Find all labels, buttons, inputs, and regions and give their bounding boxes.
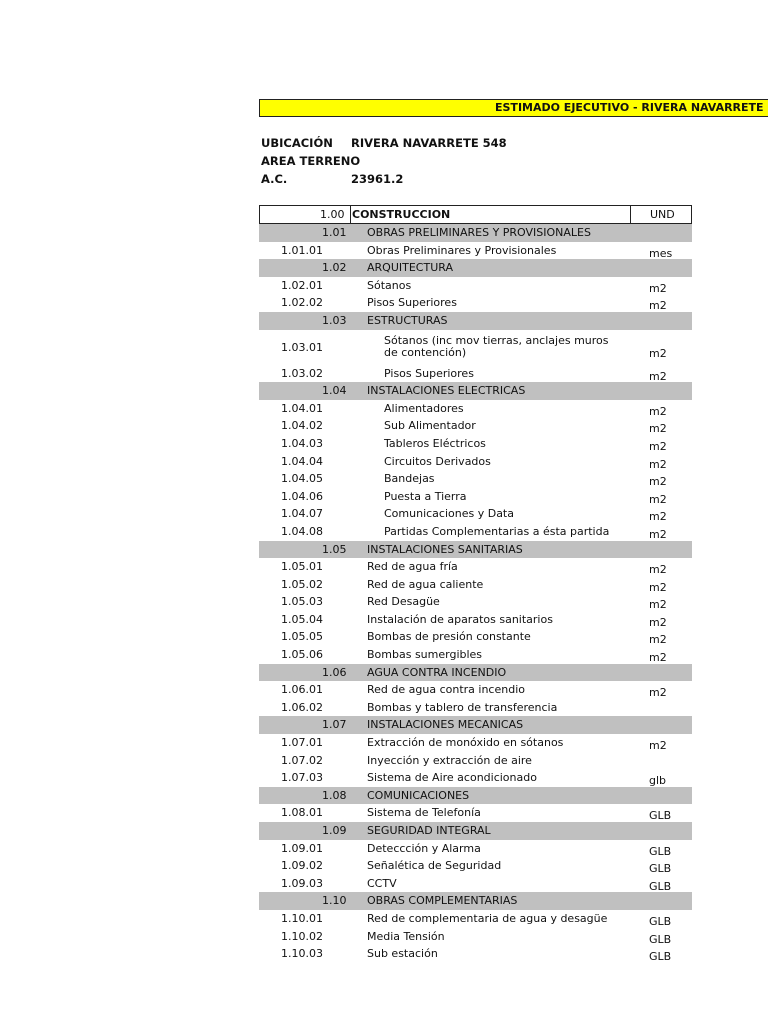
table-row xyxy=(259,699,692,717)
row-unit: m2 xyxy=(649,422,667,436)
row-unit: m2 xyxy=(649,439,667,453)
row-description: SEGURIDAD INTEGRAL xyxy=(367,824,491,837)
row-unit: m2 xyxy=(649,686,667,700)
row-description: Instalación de aparatos sanitarios xyxy=(367,612,553,626)
row-description: Partidas Complementarias a ésta partida xyxy=(384,524,610,538)
row-unit: GLB xyxy=(649,809,672,823)
section-row xyxy=(259,259,692,277)
built-area-label: A.C. xyxy=(261,172,288,186)
row-code: 1.04.07 xyxy=(281,507,323,521)
row-description: Tableros Eléctricos xyxy=(384,436,486,450)
row-unit: m2 xyxy=(649,510,667,524)
table-row xyxy=(259,928,692,946)
row-description: Sub Alimentador xyxy=(384,419,476,433)
table-row xyxy=(259,505,692,523)
row-unit: GLB xyxy=(649,932,672,946)
row-code: 1.04.03 xyxy=(281,436,323,450)
row-code: 1.04 xyxy=(322,384,347,398)
row-description: INSTALACIONES MECANICAS xyxy=(367,718,524,732)
row-description: OBRAS PRELIMINARES Y PROVISIONALES xyxy=(367,226,591,239)
table-row xyxy=(259,558,692,576)
row-code: 1.04.08 xyxy=(281,524,323,538)
row-description: INSTALACIONES ELECTRICAS xyxy=(367,384,526,398)
row-unit: m2 xyxy=(649,527,667,541)
row-code: 1.09 xyxy=(322,824,347,837)
row-description: Obras Preliminares y Provisionales xyxy=(367,243,557,257)
row-code: 1.04.05 xyxy=(281,472,323,486)
table-row xyxy=(259,804,692,822)
section-row xyxy=(259,312,692,330)
row-description: Red de complementaria de agua y desagüe xyxy=(367,911,608,925)
row-description: Bombas de presión constante xyxy=(367,630,531,644)
row-description: ESTRUCTURAS xyxy=(367,313,448,327)
row-code: 1.10.01 xyxy=(281,911,323,925)
table-row xyxy=(259,242,692,260)
row-description: INSTALACIONES SANITARIAS xyxy=(367,542,523,556)
row-code: 1.04.01 xyxy=(281,401,323,415)
row-code: 1.04.02 xyxy=(281,419,323,433)
row-code: 1.06.01 xyxy=(281,683,323,697)
row-code: 1.10.03 xyxy=(281,947,323,961)
row-unit: m2 xyxy=(649,580,667,594)
row-unit: m2 xyxy=(649,633,667,647)
row-code: 1.07.01 xyxy=(281,736,323,750)
row-description: Pisos Superiores xyxy=(367,296,457,310)
location-value: RIVERA NAVARRETE 548 xyxy=(351,136,507,150)
row-code: 1.03 xyxy=(322,313,347,327)
table-row xyxy=(259,576,692,594)
table-row xyxy=(259,593,692,611)
row-description: ARQUITECTURA xyxy=(367,261,453,275)
row-unit: GLB xyxy=(649,862,672,876)
header-code: 1.00 xyxy=(320,208,345,221)
section-row xyxy=(259,664,692,682)
row-unit: m2 xyxy=(649,739,667,753)
row-unit: m2 xyxy=(649,651,667,665)
table-row xyxy=(259,277,692,295)
row-description: Bombas sumergibles xyxy=(367,648,483,662)
row-description: Media Tensión xyxy=(367,929,445,943)
row-unit: m2 xyxy=(649,598,667,612)
section-row xyxy=(259,822,692,840)
table-row xyxy=(259,330,692,365)
row-code: 1.07.02 xyxy=(281,753,323,767)
row-description: Red de agua fría xyxy=(367,560,458,574)
row-code: 1.05.02 xyxy=(281,577,323,591)
table-row xyxy=(259,646,692,664)
row-description: Puesta a Tierra xyxy=(384,489,467,503)
table-row xyxy=(259,417,692,435)
row-unit: GLB xyxy=(649,879,672,893)
row-code: 1.10 xyxy=(322,894,347,908)
row-description: AGUA CONTRA INCENDIO xyxy=(367,665,507,679)
table-row xyxy=(259,365,692,383)
row-code: 1.07 xyxy=(322,718,347,732)
row-code: 1.05.06 xyxy=(281,648,323,662)
table-row xyxy=(259,681,692,699)
row-code: 1.08.01 xyxy=(281,806,323,820)
row-code: 1.09.02 xyxy=(281,859,323,873)
row-description: OBRAS COMPLEMENTARIAS xyxy=(367,894,518,908)
table-row xyxy=(259,628,692,646)
row-description: Sótanos (inc mov tierras, anclajes muros de contención) xyxy=(384,333,609,359)
row-unit: m2 xyxy=(649,615,667,629)
header-unit: UND xyxy=(650,208,675,221)
row-code: 1.05.04 xyxy=(281,612,323,626)
table-row xyxy=(259,910,692,928)
row-description: Sistema de Telefonía xyxy=(367,806,481,820)
section-row xyxy=(259,716,692,734)
row-code: 1.08 xyxy=(322,788,347,802)
row-code: 1.02.01 xyxy=(281,278,323,292)
budget-table-body xyxy=(259,224,692,963)
row-code: 1.05.01 xyxy=(281,560,323,574)
row-description: Sub estación xyxy=(367,947,438,961)
row-unit: m2 xyxy=(649,563,667,577)
table-row xyxy=(259,875,692,893)
table-row xyxy=(259,453,692,471)
row-description: CCTV xyxy=(367,876,397,890)
row-code: 1.06.02 xyxy=(281,700,323,714)
row-code: 1.05.05 xyxy=(281,630,323,644)
section-row xyxy=(259,541,692,559)
location-label: UBICACIÓN xyxy=(261,136,333,150)
table-row xyxy=(259,400,692,418)
row-code: 1.05 xyxy=(322,542,347,556)
row-code: 1.07.03 xyxy=(281,771,323,785)
row-description: Señalética de Seguridad xyxy=(367,859,502,873)
row-code: 1.01.01 xyxy=(281,243,323,257)
row-description: Inyección y extracción de aire xyxy=(367,753,532,767)
table-row xyxy=(259,734,692,752)
table-header xyxy=(259,205,692,224)
table-row xyxy=(259,752,692,770)
row-code: 1.04.04 xyxy=(281,454,323,468)
row-code: 1.09.01 xyxy=(281,841,323,855)
row-code: 1.04.06 xyxy=(281,489,323,503)
row-unit: m2 xyxy=(649,404,667,418)
row-code: 1.10.02 xyxy=(281,929,323,943)
row-unit: m2 xyxy=(649,475,667,489)
row-description: Bandejas xyxy=(384,472,435,486)
row-code: 1.02.02 xyxy=(281,296,323,310)
land-area-label: AREA TERRENO xyxy=(261,154,361,168)
row-unit: GLB xyxy=(649,950,672,964)
row-code: 1.05.03 xyxy=(281,595,323,609)
row-description: Sótanos xyxy=(367,278,412,292)
row-description: Circuitos Derivados xyxy=(384,454,491,468)
table-row xyxy=(259,470,692,488)
built-area-value: 23961.2 xyxy=(351,172,404,186)
row-description: Alimentadores xyxy=(384,401,464,415)
table-row xyxy=(259,435,692,453)
row-description: Extracción de monóxido en sótanos xyxy=(367,736,564,750)
row-unit: GLB xyxy=(649,914,672,928)
row-description: Bombas y tablero de transferencia xyxy=(367,700,558,714)
header-description: CONSTRUCCION xyxy=(350,206,631,223)
section-row xyxy=(259,787,692,805)
table-row xyxy=(259,294,692,312)
table-row xyxy=(259,488,692,506)
row-code: 1.03.01 xyxy=(281,340,323,354)
row-description: Comunicaciones y Data xyxy=(384,507,514,521)
row-description: Pisos Superiores xyxy=(384,366,474,380)
row-code: 1.09.03 xyxy=(281,876,323,890)
table-row xyxy=(259,945,692,963)
row-unit: m2 xyxy=(649,281,667,295)
section-row xyxy=(259,224,692,242)
row-description: Sistema de Aire acondicionado xyxy=(367,771,537,785)
row-unit: mes xyxy=(649,246,673,260)
document-title: ESTIMADO EJECUTIVO - RIVERA NAVARRETE xyxy=(495,101,764,114)
row-unit: m2 xyxy=(649,299,667,313)
row-unit: m2 xyxy=(649,457,667,471)
row-description: Deteccción y Alarma xyxy=(367,841,481,855)
row-description: Red Desagüe xyxy=(367,595,440,609)
table-row xyxy=(259,611,692,629)
section-row xyxy=(259,382,692,400)
title-bar xyxy=(259,99,768,117)
row-unit: m2 xyxy=(649,346,667,360)
row-description: COMUNICACIONES xyxy=(367,788,470,802)
table-row xyxy=(259,857,692,875)
table-row xyxy=(259,523,692,541)
row-unit: glb xyxy=(649,774,667,788)
row-code: 1.02 xyxy=(322,261,347,275)
row-unit: m2 xyxy=(649,369,667,383)
row-description: Red de agua contra incendio xyxy=(367,683,525,697)
section-row xyxy=(259,892,692,910)
row-code: 1.01 xyxy=(322,226,347,239)
table-row xyxy=(259,769,692,787)
row-unit: m2 xyxy=(649,492,667,506)
row-unit: GLB xyxy=(649,844,672,858)
row-code: 1.06 xyxy=(322,665,347,679)
table-row xyxy=(259,840,692,858)
row-code: 1.03.02 xyxy=(281,366,323,380)
row-description: Red de agua caliente xyxy=(367,577,484,591)
